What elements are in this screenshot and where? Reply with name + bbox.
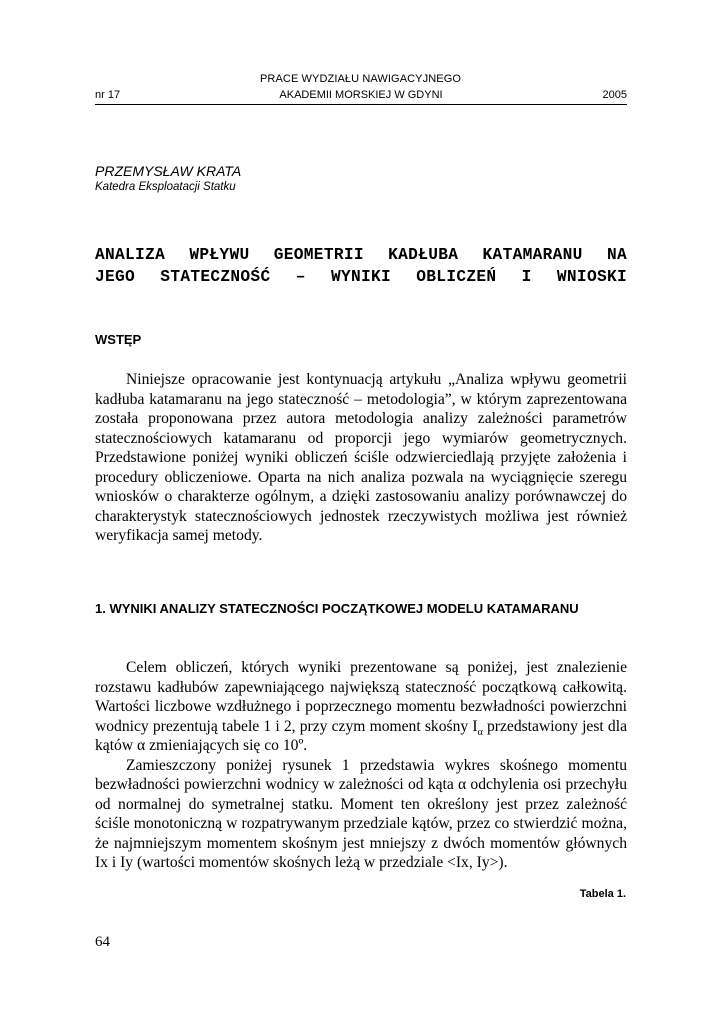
section1-paragraph1-text-b: przedstawiony jest dla kątów α zmieniających się co 10º. [95,717,627,754]
paper-title-line1: ANALIZA WPŁYWU GEOMETRII KADŁUBA KATAMARANU NA [95,246,627,264]
section1-paragraph2: Zamieszczony poniżej rysunek 1 przedstawia wykres skośnego momentu bezwładności powierzchni wodnicy w zależności od kąta α odchylenia osi przechyłu od normalnej do symetralnej statku. Moment ten określony jest przez zależność ściśle monotoniczną w rozpatrywanym przedziale kątów, przez co stwierdzić można, że najmniejszym momentem skośnym jest mniejszy z dwóch momentów głównych Ix i Iy (wartości momentów skośnych leżą w przedziale <Ix, Iy>). [95,756,627,871]
running-header [95,88,627,105]
section1-heading: 1. WYNIKI ANALIZY STATECZNOŚCI POCZĄTKOWEJ MODELU KATAMARANU [95,601,579,616]
publication-year: 2005 [602,89,627,101]
paper-title-line2: JEGO STATECZNOŚĆ – WYNIKI OBLICZEŃ I WNIOSKI [95,268,627,286]
intro-paragraph: Niniejsze opracowanie jest kontynuacją artykułu „Analiza wpływu geometrii kadłuba katamaranu na jego stateczność – metodologia”, w którym zaprezentowana została proponowana przez autora metodologia analizy zależności parametrów statecznościowych katamaranu od proporcji jego wymiarów geometrycznych. Przedstawione poniżej wyniki obliczeń ściśle odzwierciedlają przyjęte założenia i procedury obliczeniowe. Oparta na nich analiza pozwala na wyciągnięcie szeregu wniosków o charakterze ogólnym, a dzięki zastosowaniu analizy porównawczej do charakterystyk statecznościowych jednostek rzeczywistych możliwa jest również weryfikacja samej metody. [95,371,627,544]
section1-body [95,658,627,873]
author-department: Katedra Eksploatacji Statku [95,181,236,193]
page-number: 64 [95,934,110,950]
intro-heading: WSTĘP [95,332,142,347]
section1-paragraph1-text-a: Celem obliczeń, których wyniki prezentowane są poniżej, jest znalezienie rozstawu kadłubów zapewniającego największą stateczność początkową całkowitą. Wartości liczbowe wzdłużnego i poprzecznego momentu bezwładności powierzchni wodnicy prezentują tabele 1 i 2, przy czym moment skośny I [95,659,627,735]
issue-number: nr 17 [95,89,121,101]
alpha-subscript: α [477,726,483,738]
author-name: PRZEMYSŁAW KRATA [95,163,242,179]
journal-title-line2: AKADEMII MORSKIEJ W GDYNI [279,89,443,101]
intro-paragraph-block [95,370,627,546]
table-caption: Tabela 1. [579,888,626,900]
journal-title-line1: PRACE WYDZIAŁU NAWIGACYJNEGO [259,73,462,85]
section1-paragraph1 [95,658,627,756]
paper-title [95,244,627,288]
